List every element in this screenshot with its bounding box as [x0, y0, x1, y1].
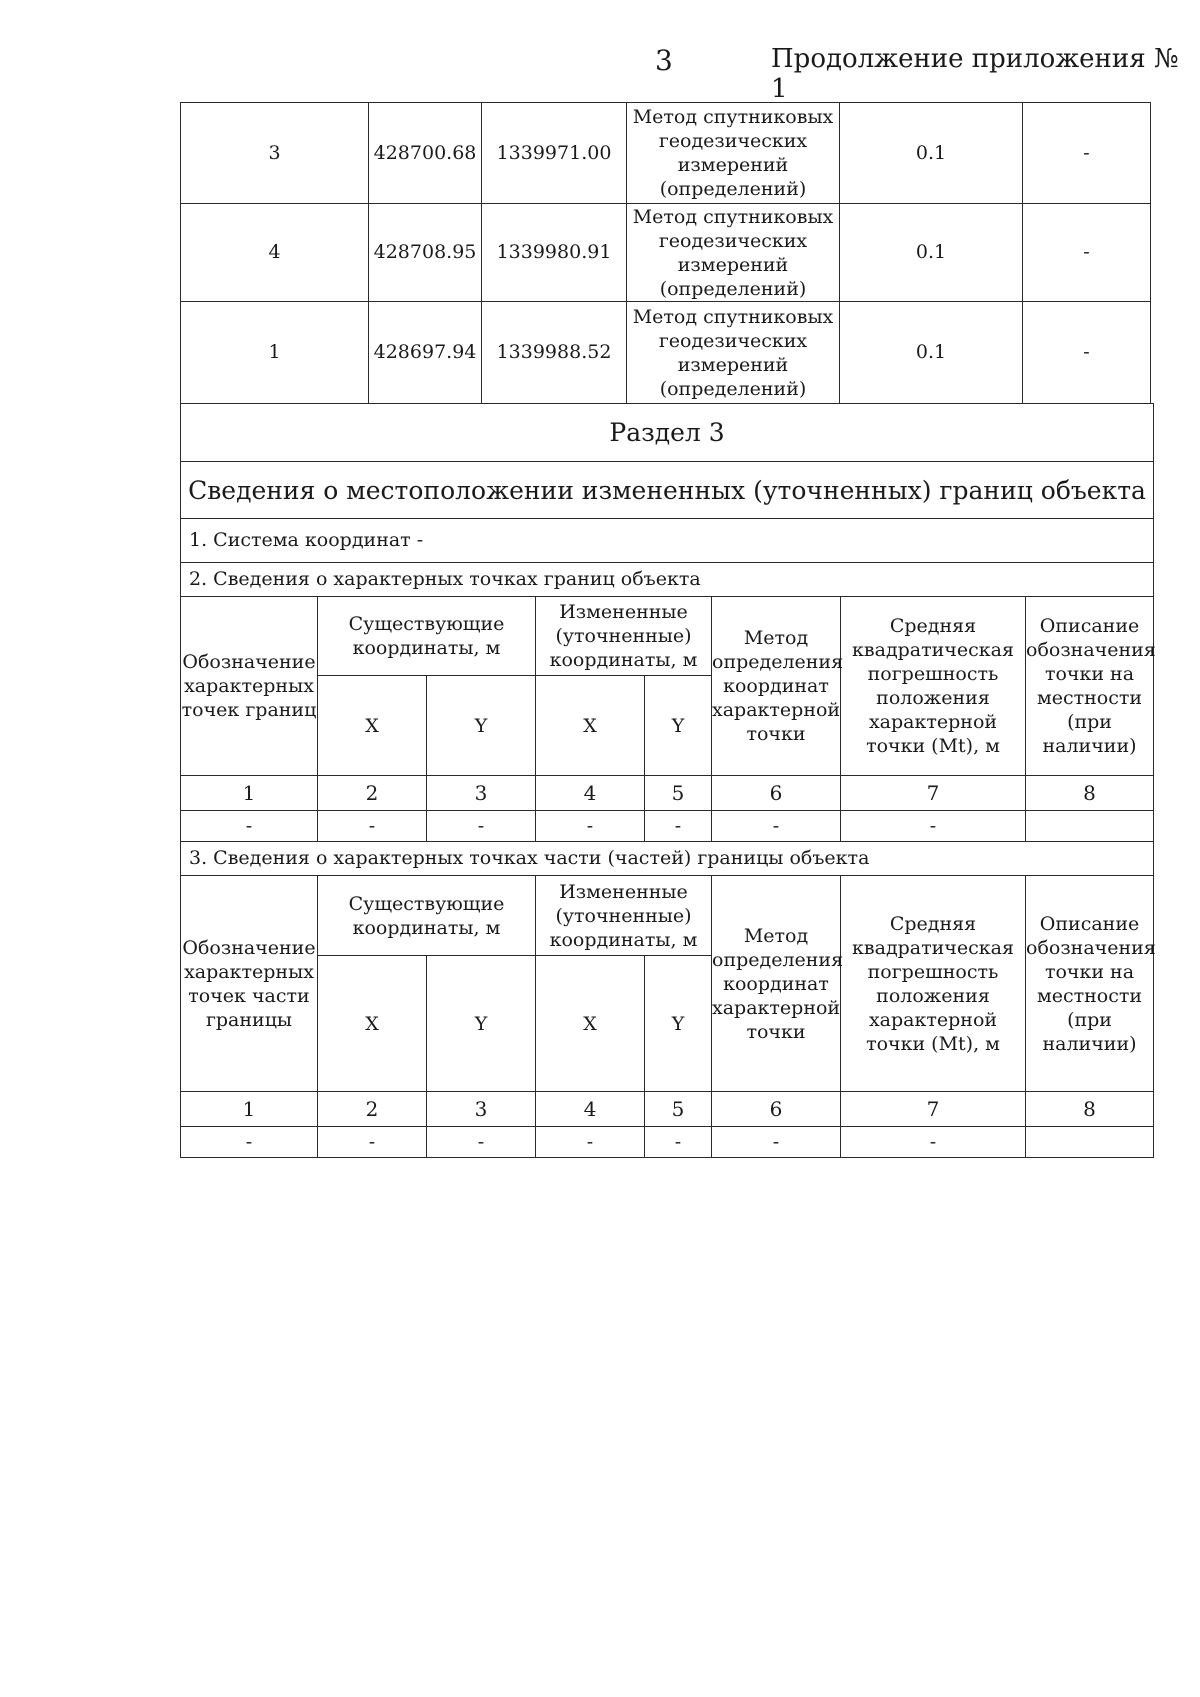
empty-cell: -: [841, 1127, 1026, 1158]
column-number: 4: [536, 776, 645, 811]
column-number: 2: [318, 776, 427, 811]
empty-cell: [1026, 811, 1154, 842]
column-number: 5: [645, 776, 712, 811]
col-x: X: [318, 676, 427, 776]
col-y: Y: [645, 676, 712, 776]
coord-y: 1339980.91: [482, 204, 627, 302]
coord-x: 428708.95: [369, 204, 482, 302]
empty-cell: -: [181, 1127, 318, 1158]
column-number: 3: [427, 1092, 536, 1127]
description-cell: -: [1023, 302, 1151, 404]
coord-x: 428700.68: [369, 103, 482, 204]
col-y: Y: [427, 956, 536, 1092]
empty-cell: -: [427, 811, 536, 842]
coord-x: 428697.94: [369, 302, 482, 404]
point-number: 3: [181, 103, 369, 204]
accuracy-cell: 0.1: [840, 302, 1023, 404]
column-number: 5: [645, 1092, 712, 1127]
column-number: 2: [318, 1092, 427, 1127]
subsection-row: [181, 563, 1154, 597]
col-y: Y: [645, 956, 712, 1092]
col-accuracy: Средняя квадратическая погрешность положения характерной точки (Mt), м: [841, 597, 1026, 776]
empty-cell: -: [712, 811, 841, 842]
table-row: [181, 103, 1151, 204]
accuracy-cell: 0.1: [840, 204, 1023, 302]
col-designation: Обозначение характерных точек части границы: [181, 876, 318, 1092]
col-x: X: [536, 676, 645, 776]
empty-cell: -: [536, 811, 645, 842]
column-number: 1: [181, 776, 318, 811]
appendix-caption: Продолжение приложения № 1: [771, 44, 1179, 104]
table-row: [181, 204, 1151, 302]
method-cell: Метод спутниковых геодезических измерений (определений): [627, 204, 840, 302]
table-row: [181, 811, 1154, 842]
section-subtitle-row: [181, 462, 1154, 519]
column-number: 6: [712, 1092, 841, 1127]
column-number: 6: [712, 776, 841, 811]
empty-cell: -: [536, 1127, 645, 1158]
points-table: [180, 102, 1151, 404]
col-x: X: [536, 956, 645, 1092]
coord-system-label: 1. Система координат -: [181, 519, 1154, 563]
column-numbers-row: [181, 776, 1154, 811]
accuracy-cell: 0.1: [840, 103, 1023, 204]
col-method: Метод определения координат характерной точки: [712, 876, 841, 1092]
point-number: 1: [181, 302, 369, 404]
empty-cell: -: [841, 811, 1026, 842]
column-number: 3: [427, 776, 536, 811]
col-x: X: [318, 956, 427, 1092]
coord-system-row: [181, 519, 1154, 563]
column-number: 4: [536, 1092, 645, 1127]
col-y: Y: [427, 676, 536, 776]
point-number: 4: [181, 204, 369, 302]
col-method: Метод определения координат характерной точки: [712, 597, 841, 776]
empty-cell: -: [181, 811, 318, 842]
description-cell: -: [1023, 103, 1151, 204]
header-row: [181, 876, 1154, 956]
subsection-part-points: 3. Сведения о характерных точках части (частей) границы объекта: [181, 842, 1154, 876]
column-number: 8: [1026, 1092, 1154, 1127]
section3-table: [180, 403, 1154, 1158]
column-number: 1: [181, 1092, 318, 1127]
empty-cell: -: [318, 1127, 427, 1158]
column-numbers-row: [181, 1092, 1154, 1127]
method-cell: Метод спутниковых геодезических измерений (определений): [627, 302, 840, 404]
col-description: Описание обозначения точки на местности (при наличии): [1026, 876, 1154, 1092]
col-designation: Обозначение характерных точек границ: [181, 597, 318, 776]
col-changed-coords: Измененные (уточненные) координаты, м: [536, 876, 712, 956]
empty-cell: -: [712, 1127, 841, 1158]
empty-cell: -: [645, 811, 712, 842]
page-number: 3: [655, 44, 673, 77]
col-changed-coords: Измененные (уточненные) координаты, м: [536, 597, 712, 676]
column-number: 7: [841, 776, 1026, 811]
table-row: [181, 302, 1151, 404]
col-description: Описание обозначения точки на местности (при наличии): [1026, 597, 1154, 776]
col-existing-coords: Существующие координаты, м: [318, 876, 536, 956]
empty-cell: [1026, 1127, 1154, 1158]
column-number: 8: [1026, 776, 1154, 811]
col-accuracy: Средняя квадратическая погрешность положения характерной точки (Mt), м: [841, 876, 1026, 1092]
method-cell: Метод спутниковых геодезических измерений (определений): [627, 103, 840, 204]
section-subtitle: Сведения о местоположении измененных (уточненных) границ объекта: [181, 462, 1154, 519]
header-row: [181, 597, 1154, 676]
description-cell: -: [1023, 204, 1151, 302]
subsection-boundary-points: 2. Сведения о характерных точках границ объекта: [181, 563, 1154, 597]
section-title: Раздел 3: [181, 404, 1154, 462]
coord-y: 1339971.00: [482, 103, 627, 204]
empty-cell: -: [318, 811, 427, 842]
coord-y: 1339988.52: [482, 302, 627, 404]
empty-cell: -: [645, 1127, 712, 1158]
subsection-row: [181, 842, 1154, 876]
column-number: 7: [841, 1092, 1026, 1127]
col-existing-coords: Существующие координаты, м: [318, 597, 536, 676]
section-title-row: [181, 404, 1154, 462]
empty-cell: -: [427, 1127, 536, 1158]
table-row: [181, 1127, 1154, 1158]
